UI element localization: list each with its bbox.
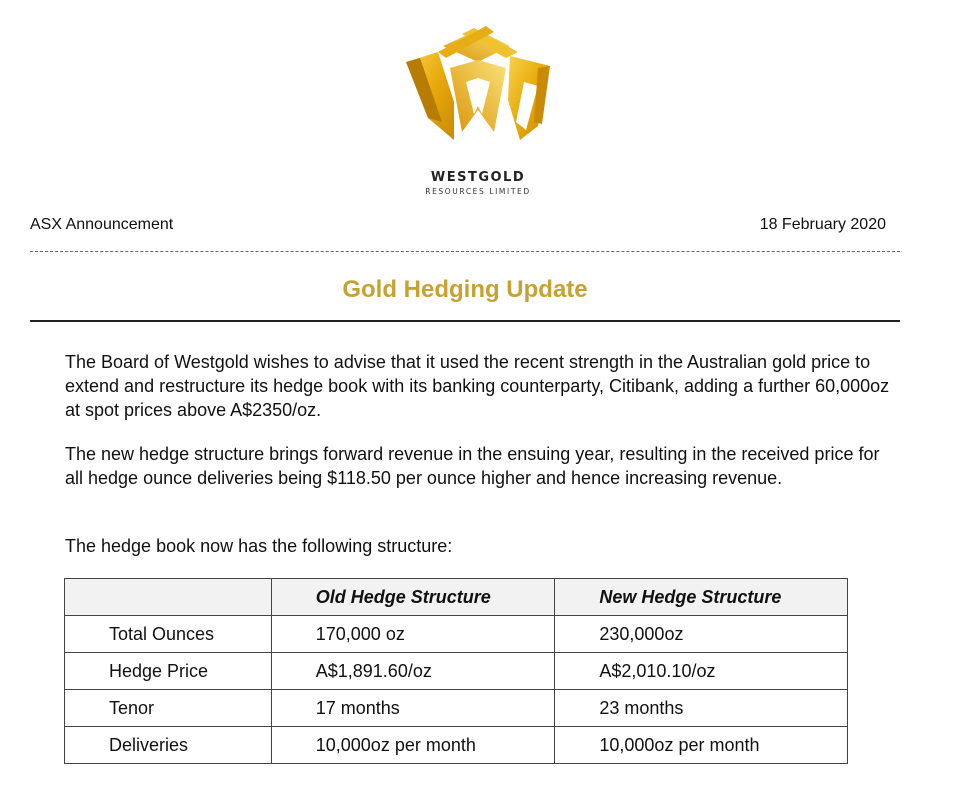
old-value: 170,000 oz [271, 616, 555, 653]
table-header-row [65, 579, 848, 616]
document-title: Gold Hedging Update [342, 276, 588, 303]
westgold-w-logo-icon [398, 22, 558, 167]
new-value: 10,000oz per month [555, 727, 848, 764]
paragraph-table-lead: The hedge book now has the following structure: [65, 536, 453, 556]
table-header-new: New Hedge Structure [555, 579, 848, 616]
new-value: A$2,010.10/oz [555, 653, 848, 690]
table-row [65, 727, 848, 764]
old-value: 17 months [271, 690, 555, 727]
announcement-type: ASX Announcement [30, 216, 174, 233]
new-value: 23 months [555, 690, 848, 727]
new-value: 230,000oz [555, 616, 848, 653]
title-divider [30, 320, 900, 322]
brand-name: WESTGOLD [430, 170, 526, 185]
table-row [65, 690, 848, 727]
paragraph-intro: The Board of Westgold wishes to advise that it used the recent strength in the Australian gold price to extend and restructure its hedge book with its banking counterparty, Citibank, adding a further 60,000oz at spot prices above A$2350/oz. [65, 352, 890, 420]
row-label: Total Ounces [65, 616, 272, 653]
paragraph-revenue: The new hedge structure brings forward revenue in the ensuing year, resulting in the received price for all hedge ounce deliveries being $118.50 per ounce higher and hence increasing revenue. [65, 444, 880, 488]
header-divider [30, 251, 900, 252]
westgold-logo [398, 22, 558, 197]
row-label: Hedge Price [65, 653, 272, 690]
old-value: A$1,891.60/oz [271, 653, 555, 690]
table-header-old: Old Hedge Structure [271, 579, 555, 616]
old-value: 10,000oz per month [271, 727, 555, 764]
row-label: Tenor [65, 690, 272, 727]
announcement-date: 18 February 2020 [759, 216, 886, 233]
table-header-blank [65, 579, 272, 616]
table-row [65, 616, 848, 653]
hedge-structure-table [64, 578, 848, 764]
brand-subtitle: RESOURCES LIMITED [425, 187, 531, 196]
row-label: Deliveries [65, 727, 272, 764]
table-row [65, 653, 848, 690]
